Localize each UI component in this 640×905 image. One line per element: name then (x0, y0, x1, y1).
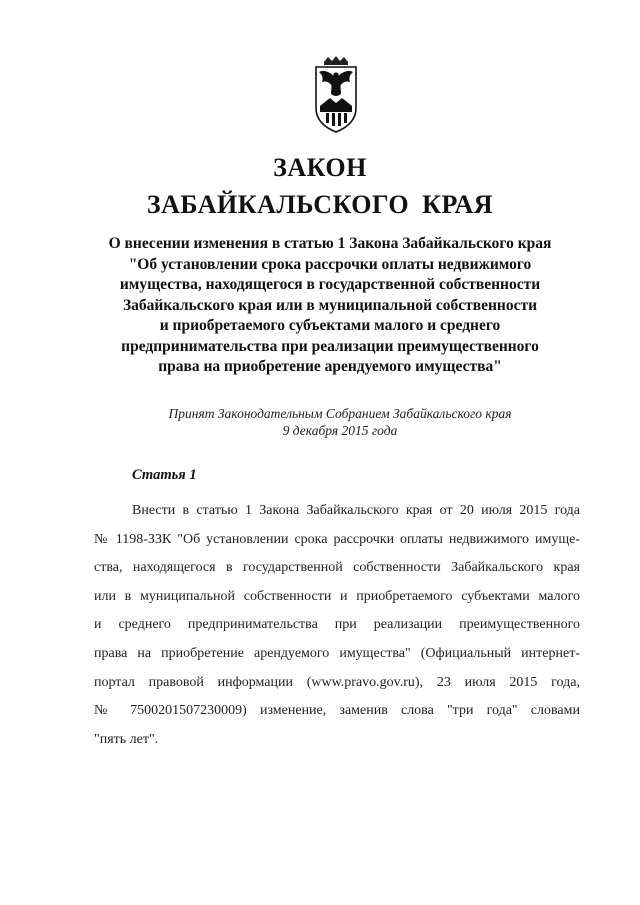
subject-line: О внесении изменения в статью 1 Закона Забайкальского края (108, 235, 552, 252)
subject-line: предпринимательства при реализации преимущественного (121, 337, 539, 355)
article-body (94, 497, 580, 754)
article-line: Внести в статью 1 Закона Забайкальского края от 20 июля 2015 года (132, 503, 580, 518)
adoption-line: Принят Законодательным Собранием Забайкальского края (168, 406, 512, 421)
article-line: № 1198-ЗЗК "Об установлении срока рассрочки оплаты недвижимого имуще- (94, 531, 580, 547)
article-line: № 7500201507230009) изменение, заменив слова "три года" словами (94, 703, 580, 719)
subject-line: "Об установлении срока рассрочки оплаты недвижимого (128, 255, 532, 273)
subject-line: и приобретаемого субъектами малого и среднего (159, 317, 501, 334)
article-line: и среднего предпринимательства при реализации преимущественного (94, 617, 580, 633)
article-line: ства, находящегося в государственной собственности Забайкальского края (94, 560, 580, 576)
law-title: ЗАКОН (273, 153, 367, 182)
article-line: права на приобретение арендуемого имущества" (Официальный интернет- (94, 645, 580, 661)
article-line: или в муниципальной собственности и приобретаемого субъектами малого (94, 588, 580, 604)
coat-of-arms-icon (310, 56, 362, 134)
law-subject (80, 234, 580, 378)
article-heading: Статья 1 (132, 467, 197, 483)
adoption-date: 9 декабря 2015 года (282, 423, 398, 438)
subject-line: права на приобретение арендуемого имущества" (158, 358, 502, 375)
article-line: портал правовой информации (www.pravo.gov.ru), 23 июля 2015 года, (94, 674, 580, 690)
subject-line: Забайкальского края или в муниципальной собственности (122, 296, 538, 314)
adoption-note (120, 405, 560, 439)
law-region-title: ЗАБАЙКАЛЬСКОГО КРАЯ (146, 190, 494, 219)
subject-line: имущества, находящегося в государственной собственности (119, 276, 541, 293)
article-line: "пять лет". (94, 731, 159, 747)
